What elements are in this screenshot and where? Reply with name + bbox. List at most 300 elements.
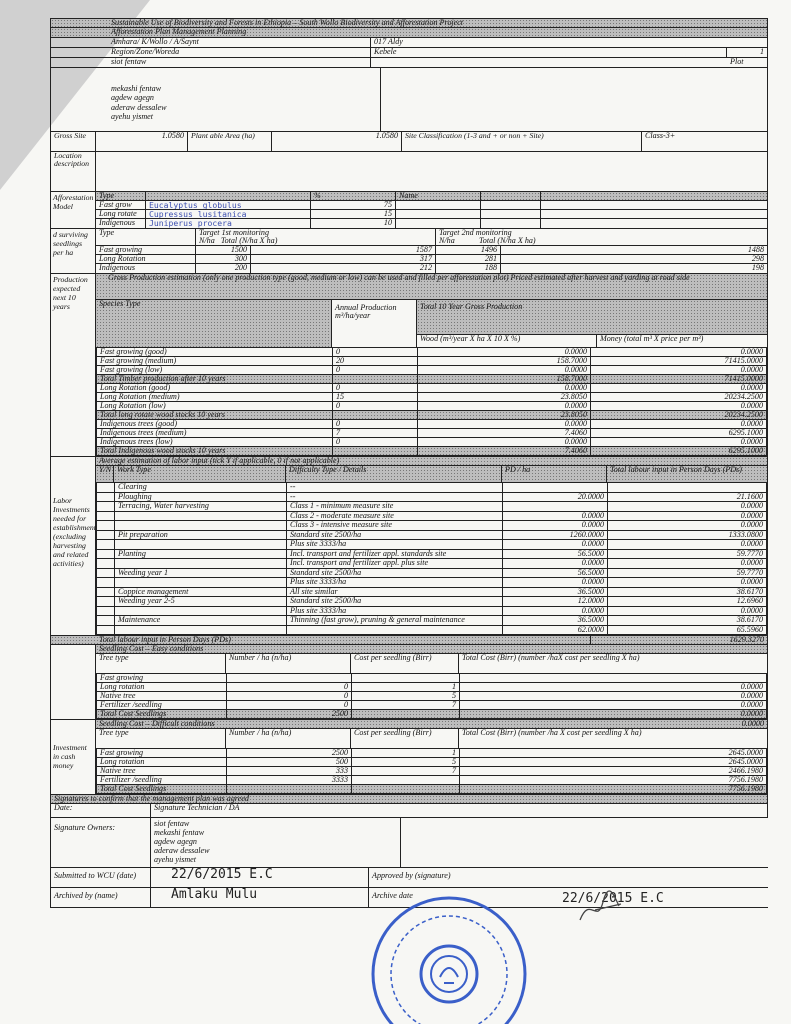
table-cell: Standard site 2500/ha [287,531,503,540]
type-cell: Long Rotation [96,255,196,263]
date-row [50,804,768,818]
table-cell: 0.0000 [740,683,763,691]
table-cell: 20234.2500 [724,411,763,419]
table-cell [227,785,352,793]
confirm-row [50,795,768,804]
type-header: Type [96,192,146,200]
surviving-header [96,229,767,246]
labor-row [96,559,767,569]
easy-title-row [96,645,767,654]
table-cell: 5 [352,692,460,700]
table-cell: Long Rotation (good) [97,384,333,392]
afforest-row [96,210,767,219]
species-name: Eucalyptus globulus [146,201,311,209]
table-cell: 38.6170 [736,616,763,624]
gross-site-label: Gross Site [51,132,96,151]
table-cell: 1333.0800 [728,530,763,539]
seedling-row [96,683,767,692]
table-cell: Fertilizer /seedling [97,776,227,784]
table-cell: 0.0000 [418,402,591,410]
site-classification-label: Site Classification (1-3 and + or non + Site) [402,132,642,151]
table-cell: Class 3 - intensive measure site [287,521,503,530]
type-header: Type [96,229,196,245]
nha-label: N/ha [439,236,455,245]
table-cell: Standard site 2500/ha [287,597,503,606]
seedling-row [96,785,767,794]
table-cell [460,674,766,682]
production-note-row [96,274,767,300]
production-row [96,438,767,447]
table-cell [115,559,287,568]
name-header: Name [396,192,481,200]
table-cell: 0.0000 [740,438,763,446]
production-row [96,366,767,375]
easy-total: 0.0000 [741,720,764,728]
pct-header: % [311,192,396,200]
easy-seedling-section [50,645,768,720]
production-row [96,447,767,456]
table-cell [115,521,287,530]
yn-header: Y/N [96,466,114,482]
table-cell [115,512,287,521]
kebele-value: 017 Aldy [374,38,403,46]
table-cell: 0.0000 [740,384,763,392]
table-cell [115,578,287,587]
kebele-label: Amhara/ K/Wollo / A/Saynt [51,38,371,47]
table-cell: 7756.1980 [728,785,763,793]
section-title-row [50,28,768,38]
owner-label: siot fentaw [51,58,371,67]
table-cell: Pit preparation [115,531,287,540]
species-header: Species Type [96,300,332,347]
table-cell: Indigenous trees (good) [97,420,333,428]
signature-owner-name: ayehu yismet [154,854,197,864]
table-cell: 0.0000 [503,512,608,521]
labor-total-value: 1629.3270 [729,636,764,644]
seedling-row [96,701,767,710]
table-cell [352,710,460,718]
afforest-row [96,201,767,210]
pct-cell: 15 [311,210,396,218]
plot-label: Plot [730,58,744,66]
table-cell [333,411,418,419]
table-cell: 0.0000 [503,607,608,616]
labor-row [96,578,767,588]
table-cell: -- [287,493,503,502]
table-cell [115,626,287,635]
total-pds-header: Total labour input in Person Days (PDs) [610,466,742,474]
table-cell: 0 [333,402,418,410]
labor-row [96,550,767,560]
afforest-header [96,192,767,201]
table-cell: Total Timber production after 10 years [97,375,333,383]
labor-row [96,483,767,493]
site-class-value: Class-3+ [645,132,676,140]
table-cell: 0 [227,692,352,700]
gross-row [50,132,768,152]
total-cell: 317 [251,255,436,263]
table-cell [115,540,287,549]
table-cell [115,607,287,616]
afforestation-label: Afforestation Model [51,192,96,228]
surviving-row [96,246,767,255]
table-cell: 0.0000 [418,366,591,374]
wood-header: Wood (m³/year X ha X 10 X %) [417,335,597,347]
table-cell: 0 [227,701,352,709]
nha-cell: 200 [196,264,251,273]
table-cell: 0.0000 [503,521,608,530]
table-cell [352,674,460,682]
project-title: Sustainable Use of Biodiversity and Forests in Ethiopia – South Wollo Biodiversity and Afforestation Project [111,19,464,27]
labor-row [96,607,767,617]
nha-cell: 281 [436,255,501,263]
table-cell: 0.0000 [740,710,763,718]
table-cell: 0.0000 [740,420,763,428]
difficult-rows [96,749,767,794]
labor-row [96,626,767,636]
seedling-row [96,758,767,767]
seedling-row [96,749,767,758]
production-label: Production expected next 10 years [51,274,96,456]
labor-total-label: Total labour input in Person Days (PDs) [51,636,591,644]
table-cell: 59.7770 [736,568,763,577]
table-cell: 23.8050 [418,411,591,419]
production-row [96,429,767,438]
location-label: Location description [51,152,96,191]
owner-name: aderaw dessalew [111,102,167,112]
labor-row [96,569,767,579]
table-cell: 5 [352,758,460,766]
submitted-row [50,868,768,888]
table-cell: Fertilizer /seedling [97,701,227,709]
species-name: Cupressus lusitanica [146,210,311,218]
table-cell [503,502,608,511]
production-row [96,348,767,357]
seedling-row [96,776,767,785]
table-cell: Incl. transport and fertilizer appl. standards site [287,550,503,559]
labor-row [96,521,767,531]
table-cell: Standard site 2500/ha [287,569,503,578]
table-cell: 38.6170 [736,587,763,596]
table-cell: Class 2 - moderate measure site [287,512,503,521]
table-cell: Terracing, Water harvesting [115,502,287,511]
confirm-label: Signatures to confirm that the management plan was agreed [54,795,249,803]
table-cell: 20 [333,357,418,365]
table-cell: 21.1600 [736,492,763,501]
total-label: Total (N/ha X ha) [220,236,278,245]
signature-owners-label: Signature Owners: [51,818,151,867]
table-cell: Total Cost Seedlings [97,785,227,793]
production-rows [96,348,767,456]
production-note: Gross Production estimation (only one production type (good, medium or low) can be used and filled per afforestation plot) Priced estimated after harvest and yarding at road side [108,274,690,282]
labor-header [96,466,767,483]
nha-cell: 188 [436,264,501,273]
table-cell: 0 [227,683,352,691]
seedling-row [96,710,767,719]
type-cell: Long rotate [96,210,146,218]
nha-cell: 1496 [436,246,501,254]
number-header: Number / ha (n/ha) [226,729,351,748]
section-title: Afforestation Plan Management Planning [111,28,247,36]
production-row [96,411,767,420]
table-cell: Weeding year 1 [115,569,287,578]
type-cell: Indigenous [96,264,196,273]
table-cell: Fast growing [97,674,227,682]
archive-date-label: Archive date [372,891,413,900]
tree-type-header: Tree type [96,654,226,673]
table-cell: 0.0000 [740,402,763,410]
labor-total-row [50,636,768,645]
table-cell: 0 [333,438,418,446]
table-cell: Long Rotation (medium) [97,393,333,401]
table-cell: 1 [352,683,460,691]
labor-row [96,588,767,598]
table-cell: 158.7000 [418,375,591,383]
table-cell: 2500 [227,710,352,718]
table-cell: 6295.1000 [728,429,763,437]
table-cell: 0.0000 [740,502,763,510]
production-row [96,420,767,429]
labor-label: Labor Investments needed for establishment (excluding harvesting and related activities) [51,457,96,635]
table-cell: 12.6960 [736,597,763,605]
table-cell [503,483,608,492]
table-cell: 1260.0000 [503,531,608,540]
region-row [50,48,768,58]
annual-header: Annual Production m³/ha/year [335,303,397,321]
location-row [50,152,768,192]
table-cell: 0.0000 [740,606,763,615]
afforestation-model [50,192,768,229]
production-header [96,300,767,348]
signature-owner-name: mekashi fentaw [154,827,205,837]
table-cell: Weeding year 2-5 [115,597,287,606]
table-cell: 0.0000 [418,438,591,446]
owner-name: ayehu yismet [111,111,154,121]
table-cell: 20234.2500 [724,393,763,401]
table-cell: 0.0000 [418,348,591,356]
table-cell: Fast growing [97,749,227,757]
table-cell: Maintenance [115,616,287,625]
approved-label: Approved by (signature) [372,871,451,880]
table-cell: 71415.0000 [724,375,763,383]
signature-owner-name: aderaw dessalew [154,845,210,855]
table-cell: Indigenous trees (low) [97,438,333,446]
owners-list [51,68,381,131]
table-cell: Total Cost Seedlings [97,710,227,718]
table-cell: Plus site 3333/ha [287,540,503,549]
easy-title: Seedling Cost – Easy conditions [99,645,204,653]
table-cell: Fast growing (low) [97,366,333,374]
table-cell: 7 [352,767,460,775]
work-type-header: Work Type [114,466,286,482]
type-cell: Indigenous [96,219,146,228]
total-label: Total (N/ha X ha) [479,236,536,245]
type-cell: Fast grow [96,201,146,209]
table-cell: 36.5000 [503,616,608,625]
table-cell: 0.0000 [740,366,763,374]
table-cell: 0.0000 [418,384,591,392]
signature-scribble [575,890,625,930]
labor-note-row [96,457,767,466]
labor-row [96,493,767,503]
type-cell: Fast growing [96,246,196,254]
plantable-area-value: 1.0580 [272,132,402,151]
table-cell: 0 [333,348,418,356]
page-number: 1 [759,48,764,56]
table-cell: 0.0000 [740,511,763,520]
table-cell: Class 1 - minimum measure site [287,502,503,511]
table-cell: Long rotation [97,758,227,766]
table-cell: 12.0000 [503,597,608,606]
surviving-row [96,264,767,273]
labor-row [96,531,767,541]
region-value: Kebele [371,48,727,57]
afforest-row [96,219,767,228]
table-cell [352,785,460,793]
table-cell: Long Rotation (low) [97,402,333,410]
total-cost-header: Total Cost (Birr) (number /ha X cost per seedling X ha) [462,729,642,737]
labor-rows [96,483,767,635]
table-cell: 7756.1980 [728,776,763,784]
total-cell: 1587 [251,246,436,254]
table-cell: 0.0000 [418,420,591,428]
kebele-row [50,38,768,48]
table-cell: Indigenous trees (medium) [97,429,333,437]
seedling-row [96,692,767,701]
table-cell: 23.8050 [418,393,591,401]
pct-cell: 75 [311,201,396,209]
owner-row [50,58,768,68]
table-cell: Planting [115,550,287,559]
afforestation-form [50,18,768,908]
table-cell: Native tree [97,692,227,700]
table-cell: Total long rotate wood stocks 10 years [97,411,333,419]
difficult-seedling-section [50,720,768,795]
table-cell: -- [287,483,503,492]
seedling-row [96,767,767,776]
table-cell: 0.0000 [503,578,608,587]
production-section [50,274,768,457]
labor-note: Average estimation of labor input (tick Y if applicable, 0 if not applicable) [99,457,340,465]
table-cell: Total Indigenous wood stocks 10 years [97,447,333,455]
table-cell: 62.0000 [503,626,608,635]
table-cell: Incl. transport and fertilizer appl. plus site [287,559,503,568]
table-cell [227,674,352,682]
technician-label: Signature Technician / DA [154,804,240,812]
table-cell: Thinning (fast grow), pruning & general maintenance [287,616,503,625]
labor-row [96,512,767,522]
table-cell: 0.0000 [740,578,763,586]
archived-label: Archived by (name) [51,888,151,907]
surviving-row [96,255,767,264]
table-cell: 2645.0000 [728,749,763,757]
table-cell: 36.5000 [503,588,608,597]
nha-cell: 1500 [196,246,251,254]
table-cell: 7.4060 [418,429,591,437]
table-cell: 0.0000 [503,559,608,568]
production-row [96,357,767,366]
table-cell: 56.5000 [503,569,608,578]
table-cell: 15 [333,393,418,401]
difficult-title-row [96,720,767,729]
table-cell: Long rotation [97,683,227,691]
easy-header [96,654,767,674]
table-cell: 7 [333,429,418,437]
production-row [96,393,767,402]
total-cost-header: Total Cost (Birr) (number /haX cost per seedling X ha) [462,654,640,662]
table-cell: 0.0000 [740,540,763,548]
table-cell: 7.4060 [418,447,591,455]
surviving-seedlings [50,229,768,274]
table-cell: 333 [227,767,352,775]
nha-cell: 300 [196,255,251,263]
table-cell: Plus site 3333/ha [287,607,503,616]
difficult-title: Seedling Cost – Difficult conditions [99,720,215,728]
table-cell: 7 [352,701,460,709]
submitted-date: 22/6/2015 E.C [151,868,369,887]
total-cell: 298 [751,255,764,263]
seedling-row [96,674,767,683]
table-cell [352,776,460,784]
table-cell: Ploughing [115,493,287,502]
table-cell: 158.7000 [418,357,591,365]
archived-name: Amlaku Mulu [151,888,369,907]
table-cell: All site similar [287,588,503,597]
table-cell: 0.0000 [740,701,763,709]
labor-row [96,540,767,550]
table-cell: 6295.1000 [728,447,763,455]
table-cell: 0 [333,366,418,374]
cost-header: Cost per seedling (Birr) [351,654,459,673]
table-cell: 2500 [227,749,352,757]
table-cell: Fast growing (good) [97,348,333,356]
submitted-label: Submitted to WCU (date) [51,868,151,887]
table-cell [608,483,766,492]
owners-signature-row [50,818,768,868]
table-cell [333,447,418,455]
table-cell: 500 [227,758,352,766]
table-cell: 3333 [227,776,352,784]
table-cell: 2645.0000 [728,758,763,766]
total-production-header: Total 10 Year Gross Production [417,300,767,334]
cost-header: Cost per seedling (Birr) [351,729,459,748]
table-cell [287,626,503,635]
owners-block [50,68,768,132]
table-cell: 0.0000 [740,348,763,356]
table-cell [333,375,418,383]
money-header: Money (total m³ X price per m³) [600,334,704,343]
plantable-area-label: Plant able Area (ha) [188,132,272,151]
table-cell: 0 [333,384,418,392]
difficult-header [96,729,767,749]
table-cell: 20.0000 [503,493,608,502]
total-cell: 1488 [747,246,764,254]
nha-label: N/ha [199,236,215,245]
table-cell: 0 [333,420,418,428]
table-cell: 59.7770 [736,549,763,558]
table-cell: 0.0000 [740,692,763,700]
labor-row [96,502,767,512]
investment-label: Investment in cash money [51,720,96,794]
signature-owner-name: agdew agegn [154,836,197,846]
production-row [96,384,767,393]
production-row [96,402,767,411]
gross-site-value: 1.0580 [96,132,188,151]
table-cell: Clearing [115,483,287,492]
table-cell: 65.5960 [736,625,763,634]
signature-owner-name: siot fentaw [154,819,190,828]
production-row [96,375,767,384]
